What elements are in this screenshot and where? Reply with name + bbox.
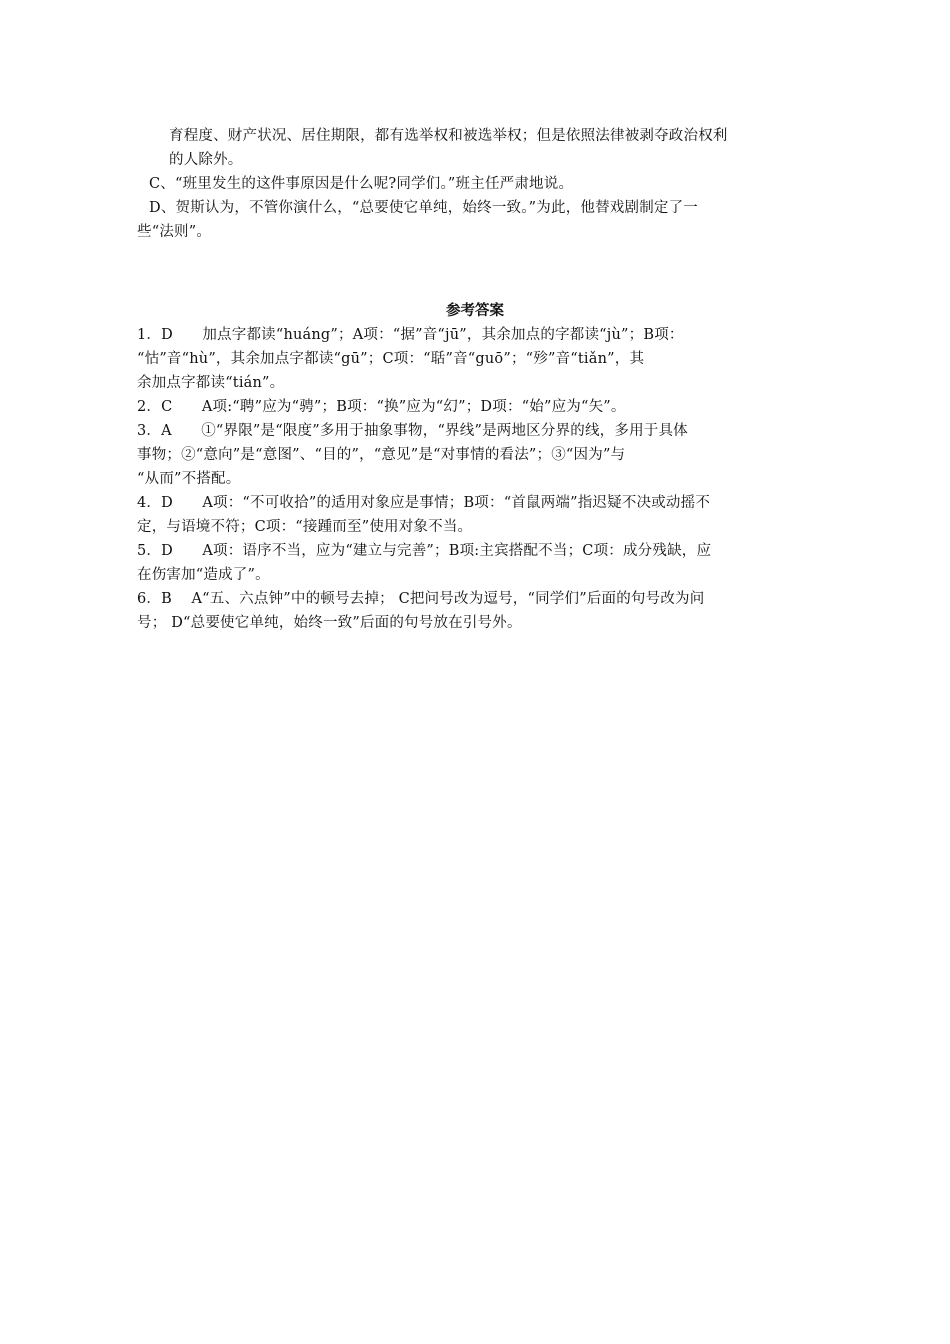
answer-line: 5．D A项：语序不当，应为“建立与完善”；B项:主宾搭配不当；C项：成分残缺，应 bbox=[137, 543, 712, 559]
answer-line: “怙”音“hù”，其余加点字都读“gū”；C项：“聒”音“guō”；“殄”音“tiǎn”，其 bbox=[137, 351, 645, 367]
answer-line: 4．D A项：“不可收拾”的适用对象应是事情；B项：“首鼠两端”指迟疑不决或动摇不 bbox=[137, 495, 711, 511]
answer-line: 余加点字都读“tián”。 bbox=[137, 375, 285, 391]
answer-line: 定，与语境不符；C项：“接踵而至”使用对象不当。 bbox=[137, 519, 473, 535]
option-c: C、“班里发生的这件事原因是什么呢?同学们。”班主任严肃地说。 bbox=[149, 176, 574, 192]
answer-line: 事物；②“意向”是“意图”、“目的”，“意见”是“对事情的看法”；③“因为”与 bbox=[137, 447, 626, 463]
question-options bbox=[137, 124, 815, 244]
option-b-continuation-line-1: 育程度、财产状况、居住期限，都有选举权和被选举权；但是依照法律被剥夺政治权利 bbox=[169, 128, 728, 144]
answer-line: 在伤害加“造成了”。 bbox=[137, 567, 270, 583]
answer-line: 6．B A“五、六点钟”中的顿号去掉； C把问号改为逗号，“同学们”后面的句号改为问 bbox=[137, 591, 705, 607]
answer-line: “从而”不搭配。 bbox=[137, 471, 241, 487]
option-d-line-2: 些“法则”。 bbox=[137, 224, 212, 240]
answers-heading: 参考答案 bbox=[446, 302, 504, 319]
option-d-line-1: D、贺斯认为，不管你演什么，“总要使它单纯，始终一致。”为此，他替戏剧制定了一 bbox=[149, 200, 698, 216]
option-b-continuation-line-2: 的人除外。 bbox=[169, 152, 243, 168]
answer-line: 3．A ①“界限”是“限度”多用于抽象事物，“界线”是两地区分界的线，多用于具体 bbox=[137, 423, 688, 439]
answer-line: 号； D“总要使它单纯，始终一致”后面的句号放在引号外。 bbox=[137, 615, 522, 631]
answer-line: 1．D 加点字都读“huáng”；A项：“据”音“jū”，其余加点的字都读“jù”；B项： bbox=[137, 327, 684, 343]
answer-list bbox=[137, 323, 815, 635]
answer-line: 2．C A项:“聘”应为“骋”；B项：“换”应为“幻”；D项：“始”应为“矢”。 bbox=[137, 399, 626, 415]
